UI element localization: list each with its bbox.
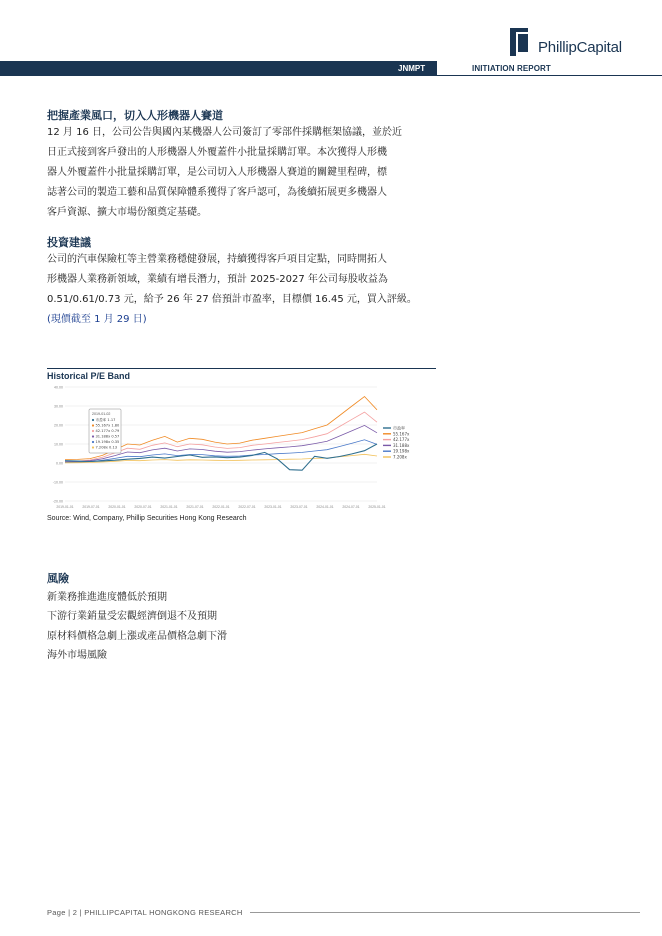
- tooltip-dot: [92, 441, 94, 443]
- y-tick-label: 0.00: [56, 461, 63, 466]
- header-bar: [0, 61, 437, 76]
- advice-line: 0.51/0.61/0.73 元，給予 26 年 27 倍預計市盈率，目標價 16.45 元，買入評級。: [47, 294, 417, 305]
- x-tick-label: 2021-01-01: [160, 505, 178, 509]
- price-note: (現價截至 1 月 29 日): [47, 314, 147, 325]
- x-tick-label: 2022-01-01: [212, 505, 230, 509]
- x-tick-label: 2023-01-01: [264, 505, 282, 509]
- tooltip-dot: [92, 424, 94, 426]
- robot-line: 12 月 16 日，公司公告與國內某機器人公司簽訂了零部件採購框架協議，並於近: [47, 127, 402, 138]
- pe-band-svg: [47, 383, 436, 514]
- brand-name: PhillipCapital: [538, 38, 622, 56]
- tooltip-row: 19.198x 0.35: [95, 440, 120, 444]
- advice-paragraph: [47, 250, 435, 330]
- legend-label: 55.167x: [393, 431, 410, 437]
- legend-label: 市盈率: [393, 425, 405, 431]
- advice-line: 形機器人業務新領域，業績有增長潛力，預計 2025-2027 年公司每股收益為: [47, 274, 388, 285]
- robot-paragraph: [47, 123, 435, 223]
- risk-item: 海外市場風險: [47, 650, 107, 661]
- robot-line: 器人外覆蓋件小批量採購訂單，是公司切入人形機器人賽道的關鍵里程碑，標: [47, 167, 387, 178]
- footer-text: Page | 2 | PHILLIPCAPITAL HONGKONG RESEARCH: [47, 908, 243, 917]
- ticker-code: JNMPT: [398, 64, 426, 73]
- tooltip-dot: [92, 419, 94, 421]
- tooltip-dot: [92, 435, 94, 437]
- x-tick-label: 2024-01-01: [316, 505, 334, 509]
- legend-label: 19.198x: [393, 448, 410, 454]
- x-tick-label: 2025-01-01: [368, 505, 386, 509]
- tooltip-row: 42.177x 0.79: [95, 429, 120, 433]
- x-tick-label: 2022-07-01: [238, 505, 256, 509]
- tooltip-row: 市盈率 1.17: [95, 418, 116, 422]
- chart-title: Historical P/E Band: [47, 371, 131, 381]
- phillipcapital-logo: [510, 26, 622, 58]
- legend-label: 42.177x: [393, 437, 410, 443]
- x-tick-label: 2023-07-01: [290, 505, 308, 509]
- tooltip-date: 2019-01-02: [92, 412, 111, 416]
- footer-rule: [250, 912, 640, 913]
- section-title-robot: 把握產業風口，切入人形機器人賽道: [47, 109, 223, 122]
- section-title-advice: 投資建議: [47, 236, 91, 249]
- y-tick-label: 30.00: [54, 404, 63, 409]
- y-tick-label: 10.00: [54, 442, 63, 447]
- risk-item: 原材料價格急劇上漲或產品價格急劇下滑: [47, 631, 227, 642]
- advice-line: 公司的汽車保險杠等主營業務穩健發展，持續獲得客戶項目定點，同時開拓人: [47, 254, 387, 265]
- logo-mark-icon: [510, 28, 536, 56]
- tooltip-row: 55.167x 1.80: [95, 423, 120, 428]
- section-title-risk: 風險: [47, 572, 69, 585]
- y-tick-label: 20.00: [54, 423, 63, 428]
- x-tick-label: 2020-07-01: [134, 505, 152, 509]
- x-tick-label: 2019-07-01: [82, 505, 100, 509]
- y-tick-label: 40.00: [54, 385, 63, 390]
- tooltip-row: 31.188x 0.57: [95, 434, 120, 439]
- tooltip-row: 7.208x 0.13: [95, 445, 118, 450]
- pe-band-chart: [47, 368, 436, 514]
- tooltip-dot: [92, 430, 94, 432]
- legend-label: 7.208x: [393, 454, 407, 460]
- robot-line: 客戶資源、擴大市場份額奠定基礎。: [47, 207, 207, 218]
- legend-label: 31.188x: [393, 442, 410, 448]
- chart-source: Source: Wind, Company, Phillip Securities Hong Kong Research: [47, 515, 247, 522]
- risk-item: 新業務推進進度體低於預期: [47, 592, 167, 603]
- x-tick-label: 2021-07-01: [186, 505, 204, 509]
- tooltip-dot: [92, 446, 94, 448]
- header-rule: [437, 75, 662, 76]
- report-type: INITIATION REPORT: [472, 64, 551, 73]
- robot-line: 誌著公司的製造工藝和品質保障體系獲得了客戶認可，為後續拓展更多機器人: [47, 187, 387, 198]
- x-tick-label: 2020-01-01: [108, 505, 126, 509]
- x-tick-label: 2024-07-01: [342, 505, 360, 509]
- x-tick-label: 2019-01-01: [56, 505, 74, 509]
- y-tick-label: -10.00: [52, 480, 63, 485]
- y-tick-label: -20.00: [52, 499, 63, 504]
- risk-item: 下游行業銷量受宏觀經濟倒退不及預期: [47, 611, 217, 622]
- robot-line: 日正式接到客戶發出的人形機器人外覆蓋件小批量採購訂單。本次獲得人形機: [47, 147, 387, 158]
